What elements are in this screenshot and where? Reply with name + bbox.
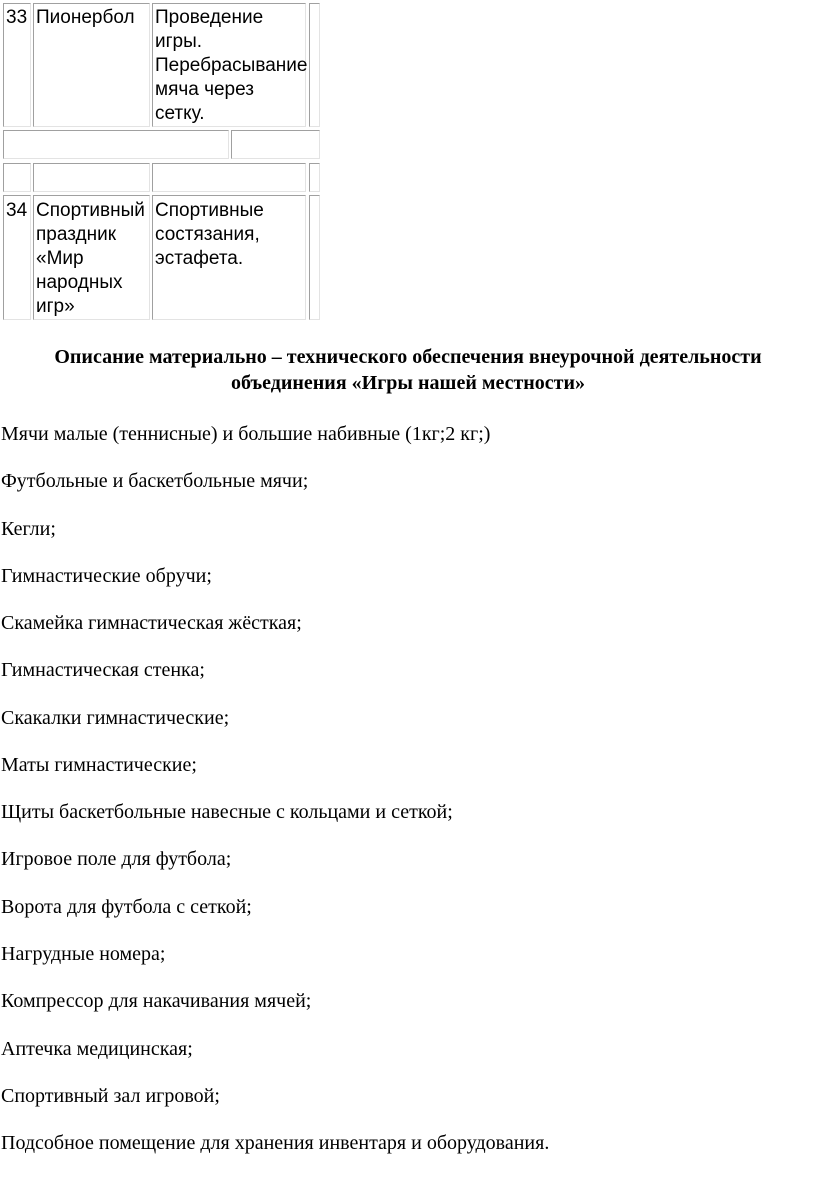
list-item: Нагрудные номера; [1,943,166,965]
list-item: Гимнастическая стенка; [1,659,205,681]
list-item: Футбольные и баскетбольные мячи; [1,470,309,492]
row-number: 34 [6,200,28,221]
list-item: Мячи малые (теннисные) и большие набивные (1кг;2 кг;) [1,423,491,445]
list-item: Скамейка гимнастическая жёсткая; [1,612,302,634]
table-cell-empty [309,3,320,127]
list-item: Щиты баскетбольные навесные с кольцами и сеткой; [1,801,453,823]
list-item: Игровое поле для футбола; [1,848,232,870]
section-heading [0,344,816,396]
table-cell-empty [309,195,320,320]
list-item: Кегли; [1,518,56,540]
list-item: Ворота для футбола с сеткой; [1,896,252,918]
row-title: Пионербол [36,7,135,28]
list-item: Компрессор для накачивания мячей; [1,990,312,1012]
section-heading-line-2: объединения «Игры нашей местности» [230,372,586,394]
section-heading-line-1: Описание материально – технического обеспечения внеурочной деятельности [54,346,762,368]
list-item: Гимнастические обручи; [1,565,212,587]
list-item: Маты гимнастические; [1,754,197,776]
table-cell-empty [309,163,320,192]
list-item: Скакалки гимнастические; [1,707,230,729]
list-item: Спортивный зал игровой; [1,1085,220,1107]
list-item: Аптечка медицинская; [1,1038,193,1060]
list-item: Подсобное помещение для хранения инвентаря и оборудования. [1,1132,550,1154]
row-number: 33 [6,7,28,28]
table-cell-empty [3,163,31,192]
row-content: Проведение игры. Перебрасывание мяча через сетку. [155,7,308,124]
table-cell-empty [152,163,306,192]
table-cell-empty [33,163,150,192]
table-cell-empty [231,130,320,159]
row-content: Спортивные состязания, эстафета. [155,200,264,269]
row-title: Спортивный праздник «Мир народных игр» [36,200,145,317]
table-cell-empty [3,130,229,159]
